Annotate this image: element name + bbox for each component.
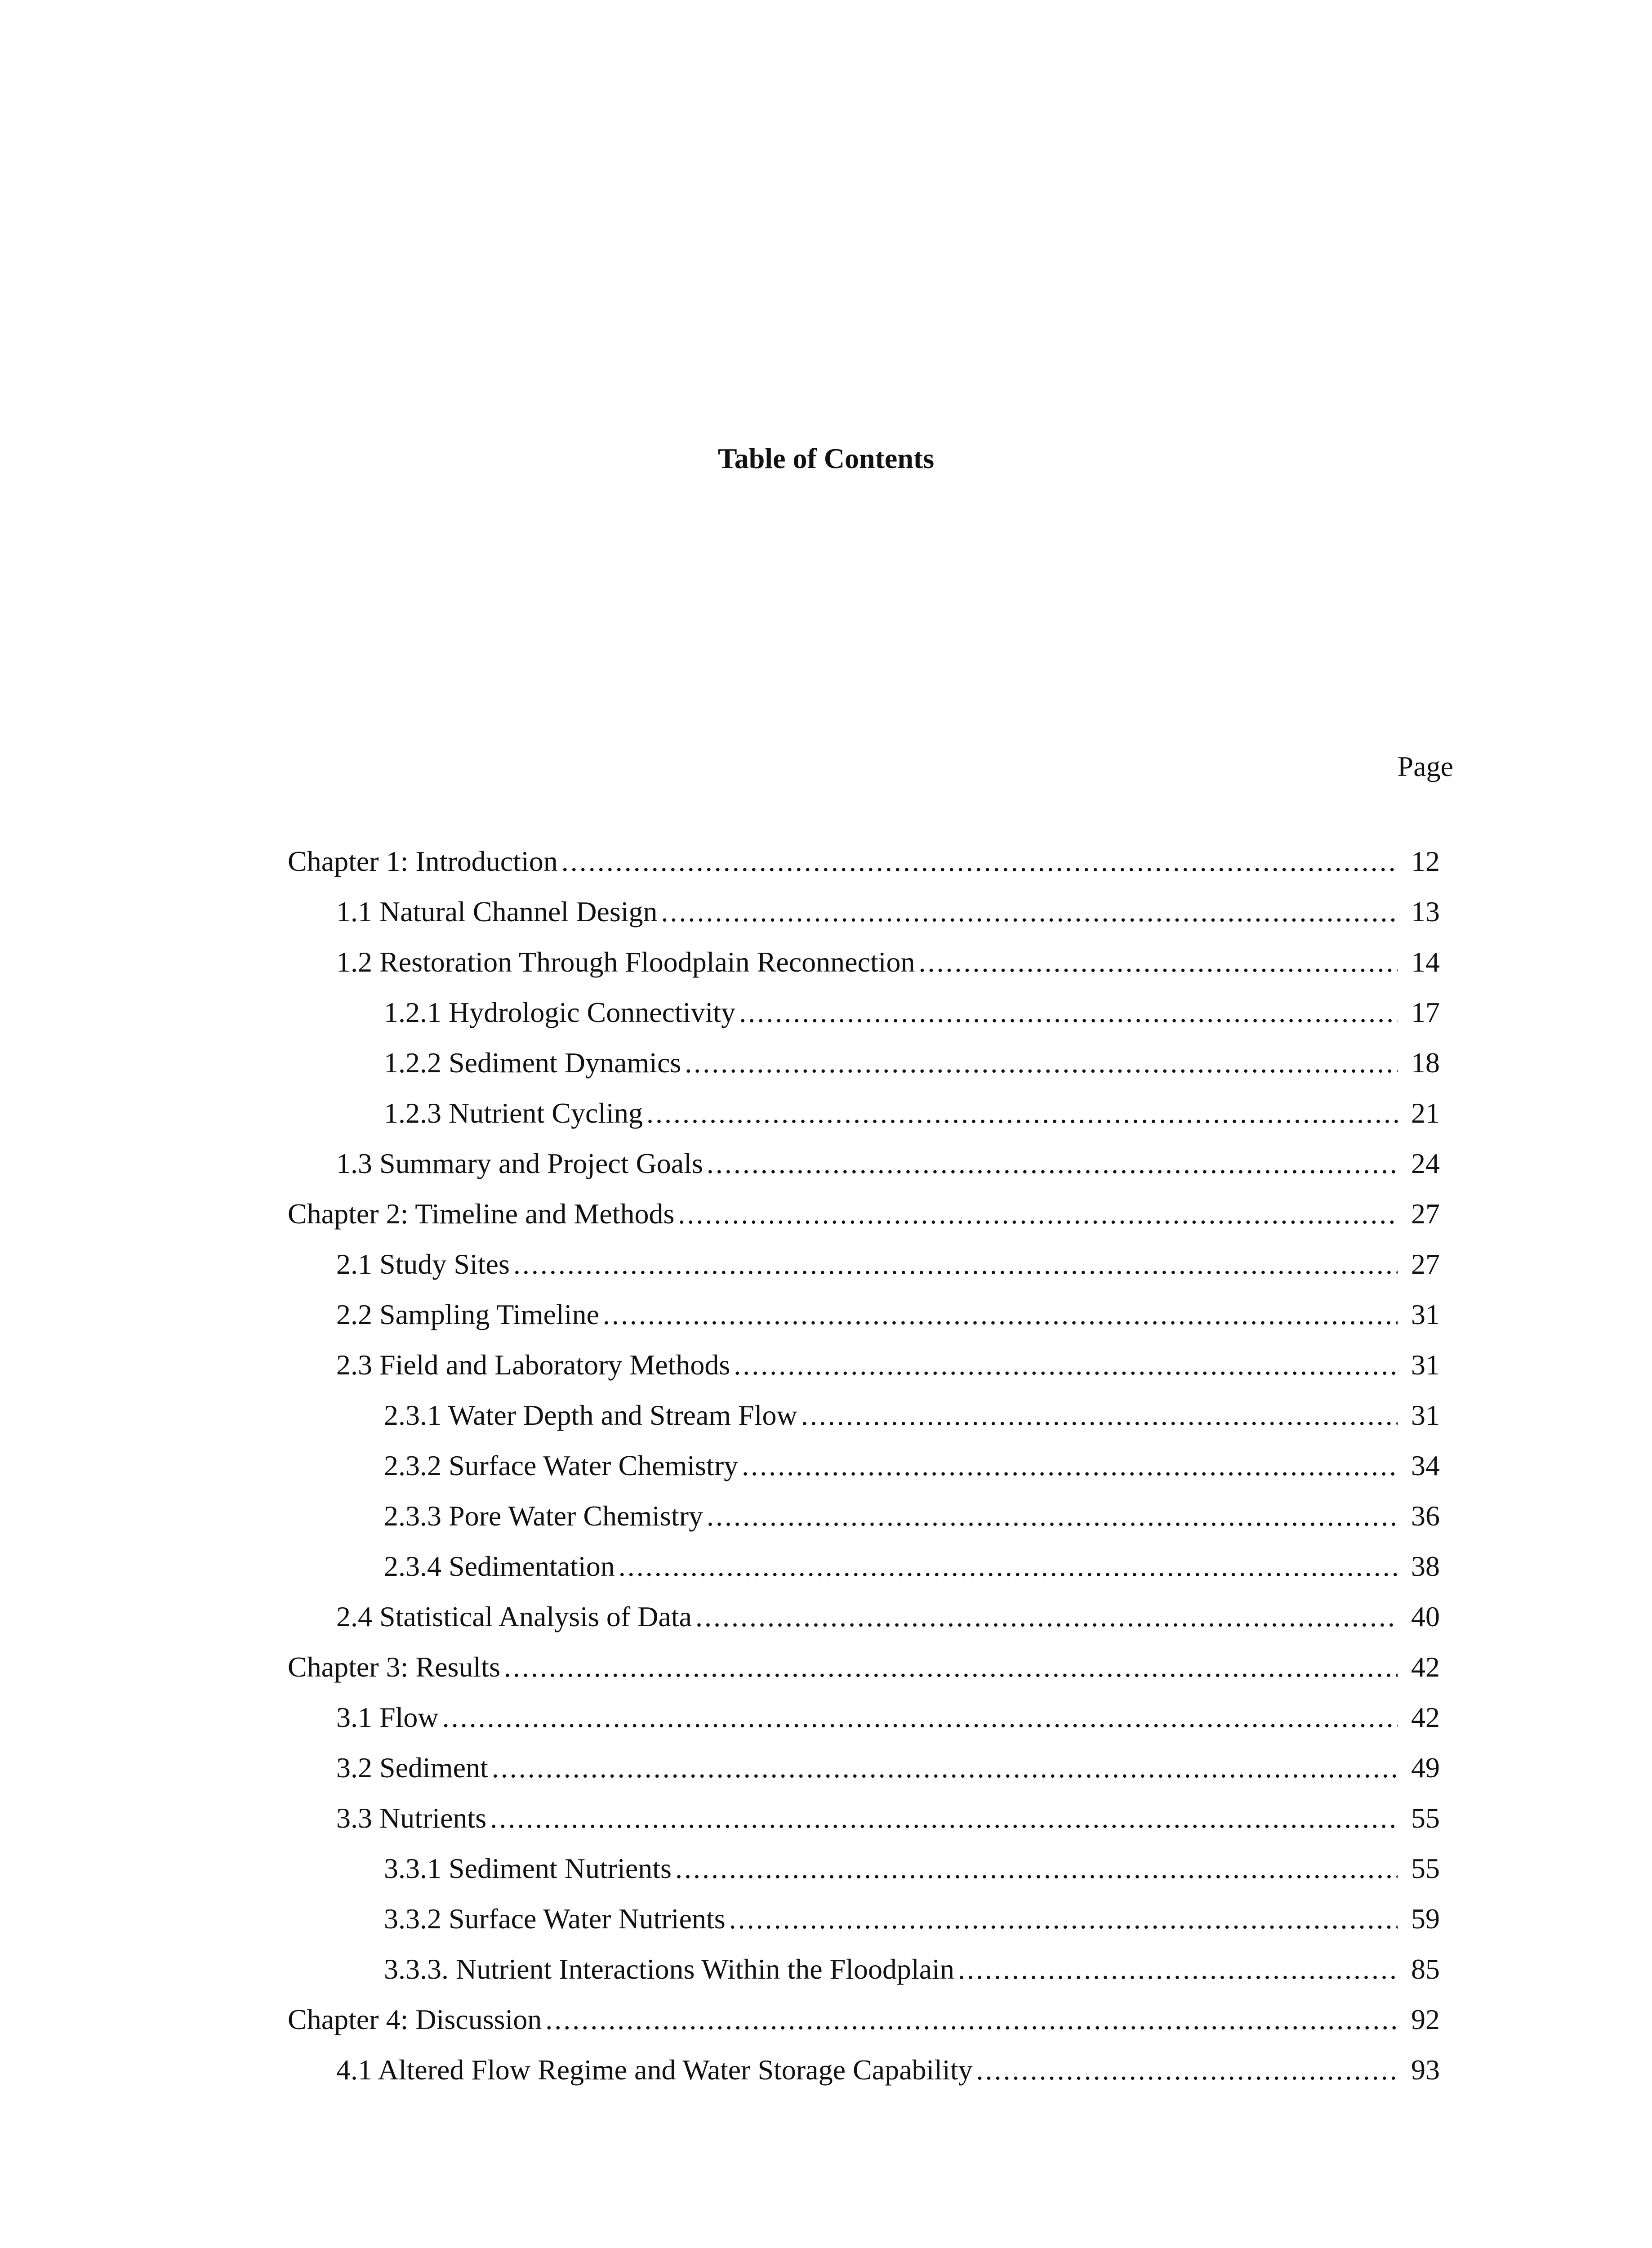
toc-entry[interactable]: [288, 1743, 1440, 1793]
toc-entry-page-number: 92: [1411, 2003, 1440, 2035]
dot-leader: [734, 1340, 1398, 1390]
toc-entry[interactable]: [288, 937, 1440, 987]
toc-entry[interactable]: [288, 1239, 1440, 1289]
dot-leader: [678, 1189, 1398, 1239]
toc-entry-page-number: 42: [1411, 1701, 1440, 1733]
toc-entry-label: 1.3 Summary and Project Goals: [336, 1147, 703, 1179]
dot-leader: [619, 1541, 1398, 1592]
toc-entry-label: 1.2.3 Nutrient Cycling: [384, 1097, 643, 1129]
toc-entry[interactable]: [288, 1541, 1440, 1592]
toc-entry-page-number: 27: [1411, 1248, 1440, 1280]
dot-leader: [742, 1441, 1398, 1491]
toc-entry[interactable]: [288, 1642, 1440, 1692]
toc-entry-page-number: 36: [1411, 1500, 1440, 1532]
toc-entry-label: 2.3 Field and Laboratory Methods: [336, 1349, 730, 1381]
toc-entry-label: 1.2 Restoration Through Floodplain Reconnection: [336, 946, 915, 978]
toc-entry[interactable]: [288, 2045, 1440, 2095]
toc-entry-label: 3.3 Nutrients: [336, 1802, 487, 1834]
toc-entry-label: 2.3.1 Water Depth and Stream Flow: [384, 1399, 797, 1431]
toc-entry-label: 4.1 Altered Flow Regime and Water Storage Capability: [336, 2054, 973, 2086]
dot-leader: [729, 1894, 1398, 1944]
toc-entry-label: 1.2.2 Sediment Dynamics: [384, 1047, 681, 1079]
toc-entry-page-number: 18: [1411, 1047, 1440, 1079]
dot-leader: [561, 836, 1398, 887]
toc-entry[interactable]: [288, 1692, 1440, 1743]
toc-entry[interactable]: [288, 1944, 1440, 1994]
dot-leader: [958, 1944, 1398, 1994]
toc-entry-label: 3.1 Flow: [336, 1701, 439, 1733]
dot-leader: [685, 1038, 1398, 1088]
toc-entry-page-number: 93: [1411, 2054, 1440, 2086]
toc-entry[interactable]: [288, 1289, 1440, 1340]
toc-entry[interactable]: [288, 1994, 1440, 2045]
toc-entry[interactable]: [288, 1390, 1440, 1441]
dot-leader: [492, 1743, 1398, 1793]
dot-leader: [707, 1491, 1398, 1541]
dot-leader: [661, 887, 1398, 937]
toc-entry[interactable]: [288, 1894, 1440, 1944]
toc-entry[interactable]: [288, 987, 1440, 1038]
toc-entry-page-number: 17: [1411, 996, 1440, 1028]
toc-entry-page-number: 49: [1411, 1752, 1440, 1784]
dot-leader: [490, 1793, 1398, 1843]
dot-leader: [442, 1692, 1398, 1743]
toc-entry-page-number: 27: [1411, 1198, 1440, 1230]
toc-entry[interactable]: [288, 1138, 1440, 1189]
toc-entry-label: 1.2.1 Hydrologic Connectivity: [384, 996, 736, 1028]
toc-entry-page-number: 55: [1411, 1802, 1440, 1834]
dot-leader: [646, 1088, 1398, 1138]
toc-entry[interactable]: [288, 1793, 1440, 1843]
toc-entry-label: Chapter 3: Results: [288, 1651, 500, 1683]
toc-entry-label: 3.3.2 Surface Water Nutrients: [384, 1903, 726, 1935]
toc-entry-page-number: 40: [1411, 1601, 1440, 1632]
toc-entry-label: 2.3.4 Sedimentation: [384, 1550, 615, 1582]
dot-leader: [675, 1843, 1398, 1894]
toc-entry-page-number: 42: [1411, 1651, 1440, 1683]
toc-entry[interactable]: [288, 1088, 1440, 1138]
toc-entry-label: 3.3.1 Sediment Nutrients: [384, 1852, 672, 1884]
toc-entry-page-number: 34: [1411, 1450, 1440, 1481]
page-title: Table of Contents: [717, 442, 935, 474]
toc-entry[interactable]: [288, 1189, 1440, 1239]
toc-entry-page-number: 31: [1411, 1298, 1440, 1330]
toc-entry-label: 1.1 Natural Channel Design: [336, 896, 658, 928]
toc-entry-page-number: 21: [1411, 1097, 1440, 1129]
dot-leader: [976, 2045, 1398, 2095]
dot-leader: [603, 1289, 1398, 1340]
toc-entry-page-number: 24: [1411, 1147, 1440, 1179]
dot-leader: [545, 1994, 1398, 2045]
toc-entry-label: 3.2 Sediment: [336, 1752, 488, 1784]
toc-entry[interactable]: [288, 1843, 1440, 1894]
dot-leader: [513, 1239, 1398, 1289]
dot-leader: [695, 1592, 1398, 1642]
toc-entry-page-number: 59: [1411, 1903, 1440, 1935]
toc-entry-label: 2.1 Study Sites: [336, 1248, 510, 1280]
toc-entry-page-number: 38: [1411, 1550, 1440, 1582]
toc-entry-page-number: 13: [1411, 896, 1440, 928]
toc-entry[interactable]: [288, 1592, 1440, 1642]
dot-leader: [504, 1642, 1398, 1692]
toc-entry-page-number: 55: [1411, 1852, 1440, 1884]
dot-leader: [919, 937, 1398, 987]
toc-entry[interactable]: [288, 1491, 1440, 1541]
toc-entry-label: 3.3.3. Nutrient Interactions Within the Floodplain: [384, 1953, 954, 1985]
toc-entry-label: Chapter 4: Discussion: [288, 2003, 542, 2035]
toc-entry-label: 2.3.3 Pore Water Chemistry: [384, 1500, 703, 1532]
toc-entry-label: Chapter 2: Timeline and Methods: [288, 1198, 675, 1230]
toc-entry-page-number: 85: [1411, 1953, 1440, 1985]
toc-entry-page-number: 14: [1411, 946, 1440, 978]
toc-entry-label: 2.3.2 Surface Water Chemistry: [384, 1450, 739, 1481]
toc-entry[interactable]: [288, 836, 1440, 887]
toc-entry-page-number: 31: [1411, 1399, 1440, 1431]
toc-entry-page-number: 31: [1411, 1349, 1440, 1381]
dot-leader: [739, 987, 1398, 1038]
toc-entry-label: 2.2 Sampling Timeline: [336, 1298, 599, 1330]
dot-leader: [707, 1138, 1398, 1189]
toc-entry-label: Chapter 1: Introduction: [288, 845, 558, 877]
toc-entry[interactable]: [288, 1340, 1440, 1390]
table-of-contents: [288, 836, 1440, 2095]
toc-entry[interactable]: [288, 887, 1440, 937]
toc-entry[interactable]: [288, 1441, 1440, 1491]
page-column-header: Page: [1397, 750, 1453, 782]
toc-entry-label: 2.4 Statistical Analysis of Data: [336, 1601, 692, 1632]
dot-leader: [801, 1390, 1398, 1441]
toc-entry[interactable]: [288, 1038, 1440, 1088]
toc-entry-page-number: 12: [1411, 845, 1440, 877]
